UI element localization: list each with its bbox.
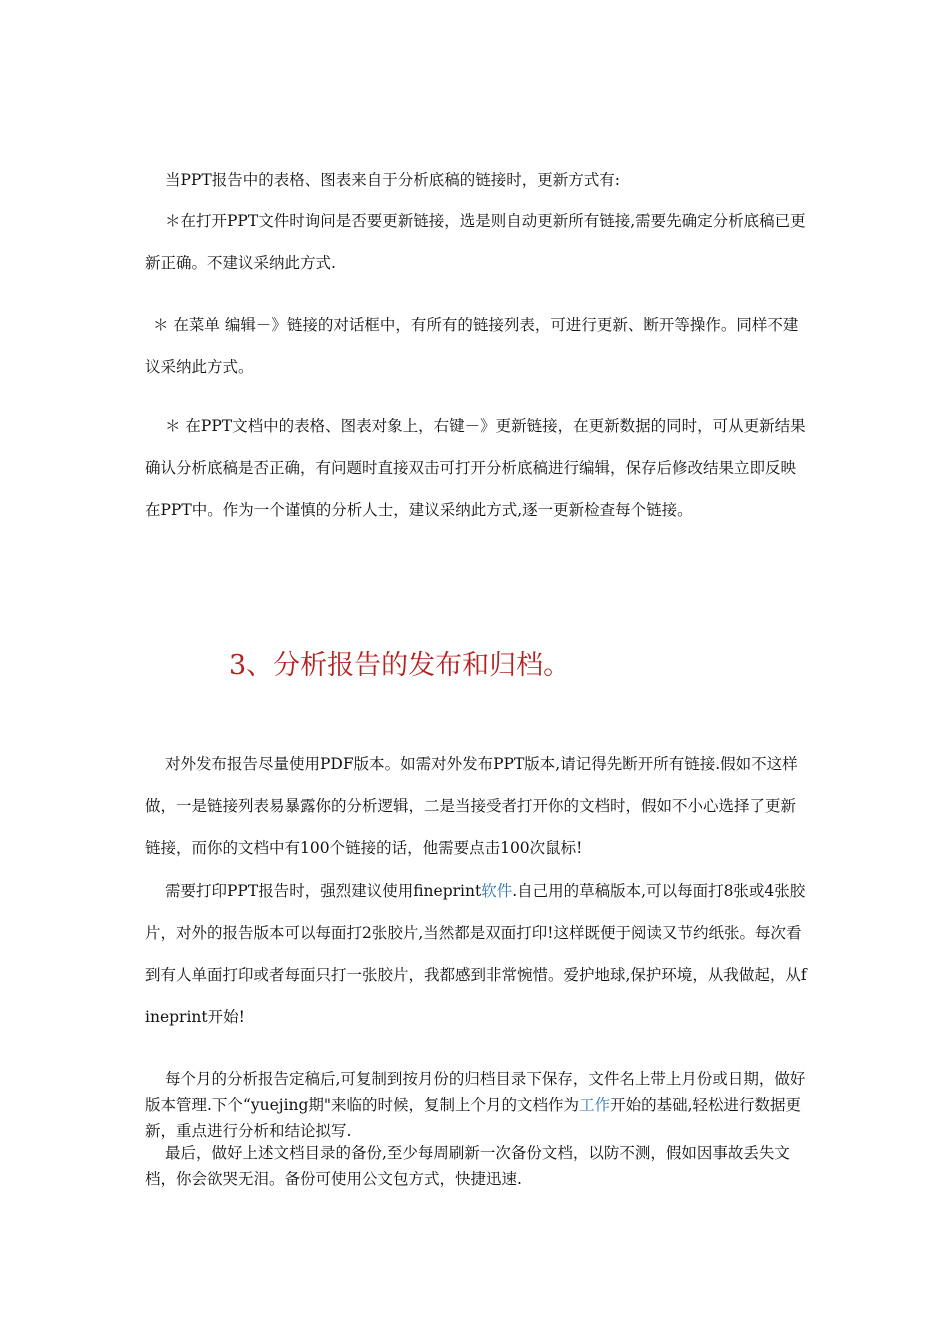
publish-paragraph: 对外发布报告尽量使用PDF版本。如需对外发布PPT版本,请记得先断开所有链接.假如不这样做，一是链接列表易暴露你的分析逻辑，二是当接受者打开你的文档时，假如不小心选择了更新链接，而你的文档中有100个链接的话，他需要点击100次鼠标!: [145, 755, 798, 857]
archive-text-after: 开始的基础,轻松进行数据更新，重点进行分析和结论拟写.: [145, 1096, 802, 1140]
printing-paragraph: [145, 870, 810, 1038]
work-link[interactable]: 工作: [579, 1096, 611, 1114]
printing-text-after: .自己用的草稿版本,可以每面打8张或4张胶片，对外的报告版本可以每面打2张胶片,当然都是双面打印!这样既便于阅读又节约纸张。每次看到有人单面打印或者每面只打一张胶片，我都感到非常惋惜。爱护地球,保护环境，从我做起，从fineprint开始!: [145, 882, 807, 1026]
software-link[interactable]: 软件: [481, 882, 513, 900]
archive-paragraph: [145, 1066, 810, 1144]
backup-paragraph: 最后，做好上述文档目录的备份,至少每周刷新一次备份文档，以防不测，假如因事故丢失文档，你会欲哭无泪。备份可使用公文包方式，快捷迅速.: [145, 1144, 790, 1188]
section-heading: 3、分析报告的发布和归档。: [229, 650, 571, 681]
archive-text-before: 每个月的分析报告定稿后,可复制到按月份的归档目录下保存，文件名上带上月份或日期，做好版本管理.下个“yuejing期"来临的时候，复制上个月的文档作为: [145, 1070, 806, 1114]
update-method-bullet-2: ＊ 在菜单 编辑－》链接的对话框中，有所有的链接列表，可进行更新、断开等操作。同样不建议采纳此方式。: [145, 316, 799, 376]
printing-text-before: 需要打印PPT报告时，强烈建议使用fineprint: [165, 882, 482, 900]
update-method-bullet-3: ＊ 在PPT文档中的表格、图表对象上，右键－》更新链接，在更新数据的同时，可从更新结果确认分析底稿是否正确，有问题时直接双击可打开分析底稿进行编辑，保存后修改结果立即反映在PPT中。作为一个谨慎的分析人士，建议采纳此方式,逐一更新检查每个链接。: [145, 417, 806, 519]
update-method-bullet-1: ＊在打开PPT文件时询问是否要更新链接，选是则自动更新所有链接,需要先确定分析底稿已更新正确。不建议采纳此方式.: [145, 212, 806, 272]
update-methods-intro: 当PPT报告中的表格、图表来自于分析底稿的链接时，更新方式有:: [165, 171, 620, 189]
